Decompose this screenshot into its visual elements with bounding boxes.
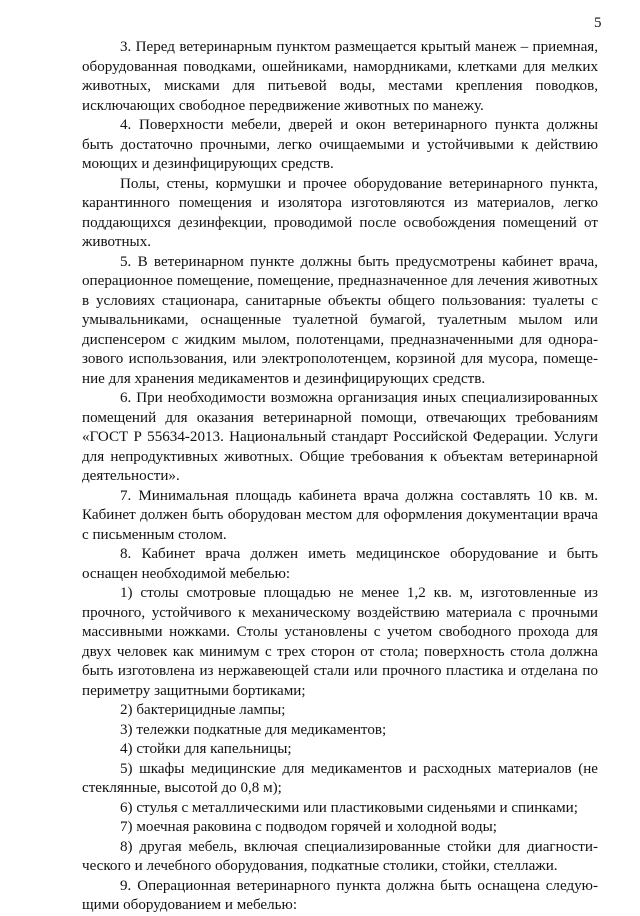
list-item-1: 1) столы смотровые площадью не менее 1,2 кв. м, изготовленные из прочного, устойчивого к механическому воздействию материала с прочными массивными ножками. Столы установлены с учетом свободного прохода для двух человек как минимум с трех сторон от стола; поверхность стола должна быть изготовлена из нержавеющей стали или прочного пластика и отделана по периметру защитными бортиками; <box>82 585 598 699</box>
list-item-5: 5) шкафы медицинские для медикаментов и расходных материалов (не стеклянные, высотой до 0,8 м); <box>82 760 598 796</box>
page-number: 5 <box>594 15 602 31</box>
paragraph-3: 3. Перед ветеринарным пунктом размещается крытый манеж – приемная, оборудованная поводками, ошейниками, намордниками, клетками для мелких животных, мисками для питьевой воды, местами крепления поводков, исключающих свободное передвижение животных по манежу. <box>82 39 598 114</box>
paragraph-4: 4. Поверхности мебели, дверей и окон ветеринарного пункта должны быть достаточно прочными, легко очищаемыми и устойчивыми к действию моющих и дезинфицирующих средств. <box>82 117 598 172</box>
paragraph-6: 6. При необходимости возможна организация иных специализированных помещений для оказания ветеринарной помощи, отвечающих требованиям «ГОСТ Р 55634-2013. Национальный стандарт Российской Федерации. Услуги для непродуктивных животных. Общие требования к объектам ветеринарной деятельности». <box>82 390 598 484</box>
list-item-3: 3) тележки подкатные для медикаментов; <box>120 721 387 738</box>
paragraph-7: 7. Минимальная площадь кабинета врача должна составлять 10 кв. м. Кабинет должен быть оборудован местом для оформления документации врача с письменным столом. <box>82 487 598 543</box>
list-item-2: 2) бактерицидные лампы; <box>120 702 286 718</box>
paragraph-8: 8. Кабинет врача должен иметь медицинское оборудование и быть оснащен необходимой мебелью: <box>82 546 598 582</box>
document-body <box>82 38 598 916</box>
list-item-7: 7) моечная раковина с подводом горячей и холодной воды; <box>120 819 498 835</box>
paragraph-5: 5. В ветеринарном пункте должны быть предусмотрены кабинет врача, операционное помещение, помещение, предназначенное для лечения животных в условиях стационара, санитарные объекты общего пользования: туалеты с умывальниками, оснащенные туалетной бумагой, туалетным мылом или диспенсером с жидким мылом, полотенцами, предназначенными для одноразового использования, или электрополотенцем, корзиной для мусора, помещение для хранения медикаментов и дезинфицирующих средств. <box>82 253 598 387</box>
paragraph-9: 9. Операционная ветеринарного пункта должна быть оснащена следующими оборудованием и мебелью: <box>82 877 598 913</box>
list-item-4: 4) стойки для капельницы; <box>120 741 292 757</box>
list-item-8: 8) другая мебель, включая специализированные стойки для диагностического и лечебного оборудования, подкатные столики, стойки, стеллажи. <box>82 838 598 874</box>
list-item-6: 6) стулья с металлическими или пластиковыми сиденьями и спинками; <box>120 799 578 816</box>
paragraph-4-floors: Полы, стены, кормушки и прочее оборудование ветеринарного пункта, карантинного помещения и изолятора изготовляются из материалов, легко поддающихся дезинфекции, проводимой после освобождения помещений от животных. <box>82 175 598 250</box>
